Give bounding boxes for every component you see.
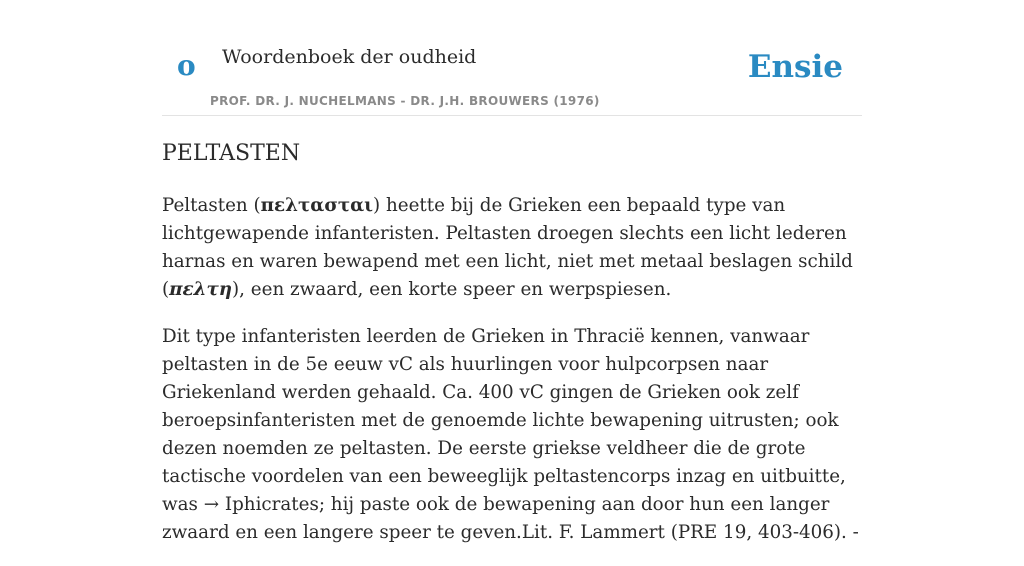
paragraph-1-text-b: ) heette bij de Grieken een bepaald type van lichtgewapende infanteristen. Peltasten droegen slechts een licht lederen harnas en waren bewapend met een licht, niet met metaal beslagen schild ( <box>162 195 853 300</box>
paragraph-1-text-c: ), een zwaard, een korte speer en werpspiesen. <box>232 279 672 300</box>
greek-term-pelte: πελτη <box>169 279 233 300</box>
paragraph-1-text-a: Peltasten ( <box>162 195 261 216</box>
book-title[interactable]: Woordenboek der oudheid <box>222 46 477 68</box>
greek-term-peltastai: πελτασται <box>260 195 374 216</box>
header <box>162 0 862 116</box>
book-authors: PROF. DR. J. NUCHELMANS - DR. J.H. BROUWERS (1976) <box>210 94 600 108</box>
brand-logo[interactable]: Ensie <box>747 49 843 85</box>
entry-paragraph-1 <box>162 192 862 304</box>
letter-index[interactable]: o <box>177 49 196 82</box>
entry-title: PELTASTEN <box>162 141 301 166</box>
entry-body <box>162 192 862 566</box>
page-container <box>162 0 862 543</box>
entry-paragraph-2: Dit type infanteristen leerden de Grieken in Thracië kennen, vanwaar peltasten in de 5e eeuw vC als huurlingen voor hulpcorpsen naar Griekenland werden gehaald. Ca. 400 vC gingen de Grieken ook zelf beroepsinfanteristen met de genoemde lichte bewapening uitrusten; ook dezen noemden ze peltasten. De eerste griekse veldheer die de grote tactische voordelen van een beweeglijk peltastencorps inzag en uitbuitte, was → Iphicrates; hij paste ook de bewapening aan door hun een langer zwaard en een langere speer te geven.Lit. F. Lammert (PRE 19, 403-406). - <box>162 326 859 543</box>
